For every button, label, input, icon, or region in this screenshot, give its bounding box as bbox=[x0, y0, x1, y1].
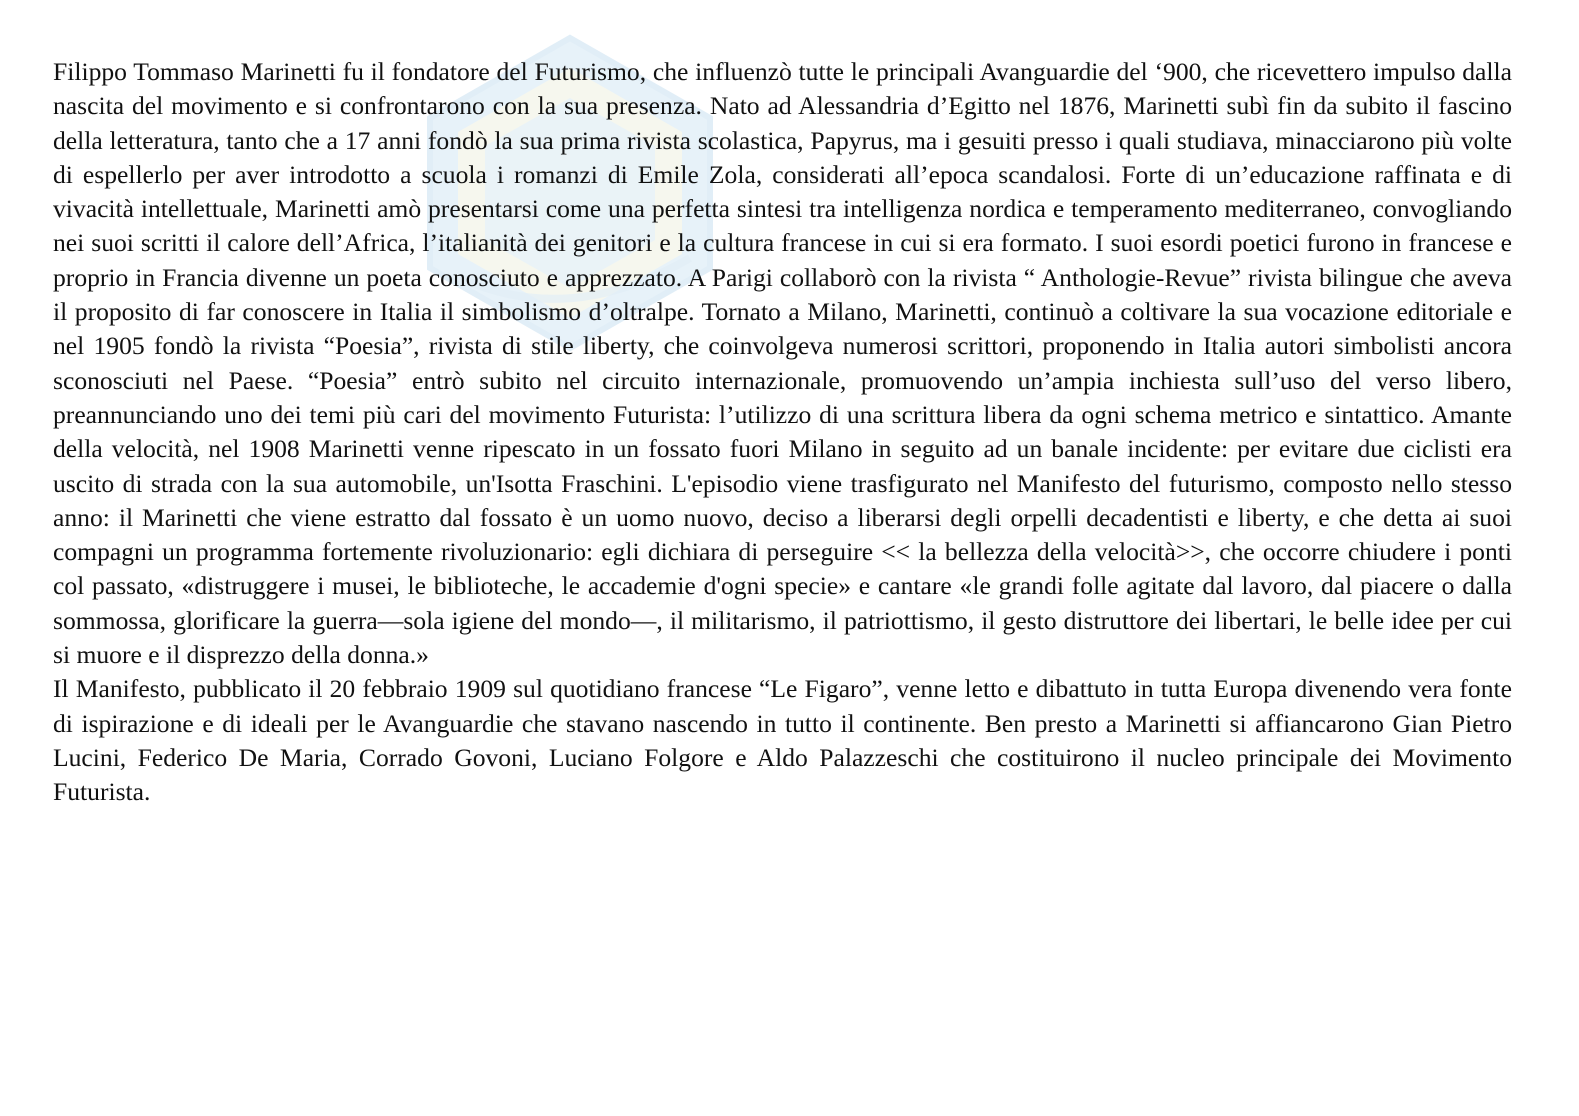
paragraph-manifesto: Il Manifesto, pubblicato il 20 febbraio 1909 sul quotidiano francese “Le Figaro”, venne letto e dibattuto in tutta Europa divenendo vera fonte di ispirazione e di ideali per le Avanguardie che stavano nascendo in tutto il continente. Ben presto a Marinetti si affiancarono Gian Pietro Lucini, Federico De Maria, Corrado Govoni, Luciano Folgore e Aldo Palazzeschi che costituirono il nucleo principale dei Movimento Futurista. bbox=[53, 674, 1512, 807]
paragraph-marinetti-biography: Filippo Tommaso Marinetti fu il fondatore del Futurismo, che influenzò tutte le principali Avanguardie del ‘900, che ricevettero impulso dalla nascita del movimento e si confrontarono con la sua presenza. Nato ad Alessandria d’Egitto nel 1876, Marinetti subì fin da subito il fascino della letteratura, tanto che a 17 anni fondò la sua prima rivista scolastica, Papyrus, ma i gesuiti presso i quali studiava, minacciarono più volte di espellerlo per aver introdotto a scuola i romanzi di Emile Zola, considerati all’epoca scandalosi. Forte di un’educazione raffinata e di vivacità intellettuale, Marinetti amò presentarsi come una perfetta sintesi tra intelligenza nordica e temperamento mediterraneo, convogliando nei suoi scritti il calore dell’Africa, l’italianità dei genitori e la cultura francese in cui si era formato. I suoi esordi poetici furono in francese e proprio in Francia divenne un poeta conosciuto e apprezzato. A Parigi collaborò con la rivista “ Anthologie-Revue” rivista bilingue che aveva il proposito di far conoscere in Italia il simbolismo d’oltralpe. Tornato a Milano, Marinetti, continuò a coltivare la sua vocazione editoriale e nel 1905 fondò la rivista “Poesia”, rivista di stile liberty, che coinvolgeva numerosi scrittori, proponendo in Italia autori simbolisti ancora sconosciuti nel Paese. “Poesia” entrò subito nel circuito internazionale, promuovendo un’ampia inchiesta sull’uso del verso libero, preannunciando uno dei temi più cari del movimento Futurista: l’utilizzo di una scrittura libera da ogni schema metrico e sintattico. Amante della velocità, nel 1908 Marinetti venne ripescato in un fossato fuori Milano in seguito ad un banale incidente: per evitare due ciclisti era uscito di strada con la sua automobile, un'Isotta Fraschini. L'episodio viene trasfigurato nel Manifesto del futurismo, composto nello stesso anno: il Marinetti che viene estratto dal fossato è un uomo nuovo, deciso a liberarsi degli orpelli decadentisti e liberty, e che detta ai suoi compagni un programma fortemente rivoluzionario: egli dichiara di perseguire << la bellezza della velocità>>, che occorre chiudere i ponti col passato, «distruggere i musei, le biblioteche, le accademie d'ogni specie» e cantare «le grandi folle agitate dal lavoro, dal piacere o dalla sommossa, glorificare la guerra—sola igiene del mondo—, il militarismo, il patriottismo, il gesto distruttore dei libertari, le belle idee per cui si muore e il disprezzo della donna.» bbox=[53, 57, 1512, 670]
body-text bbox=[53, 55, 1512, 810]
